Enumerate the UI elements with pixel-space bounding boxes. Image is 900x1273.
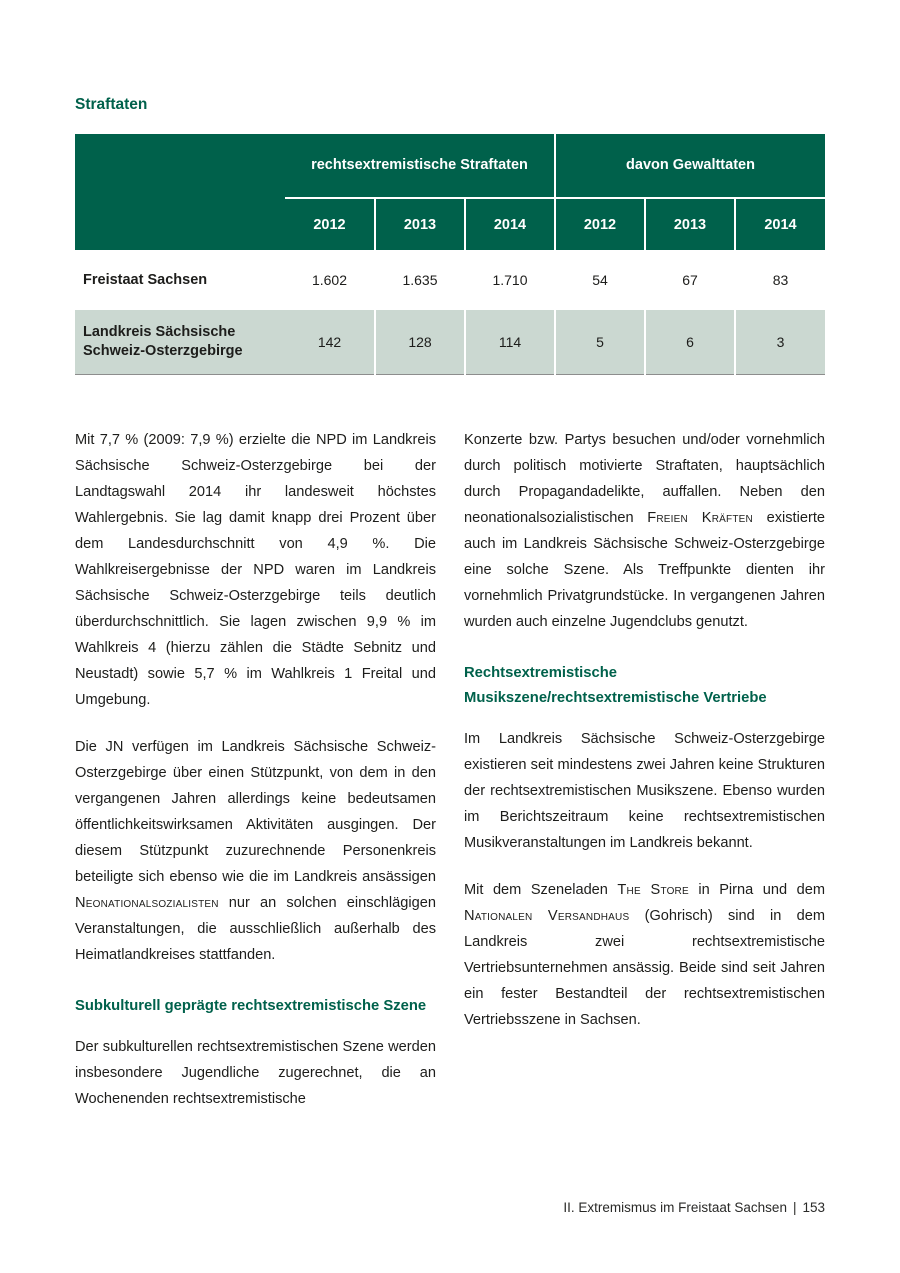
text-segment: Mit dem Szeneladen [464,881,618,898]
table-cell: 142 [285,310,375,374]
text-segment: Die JN verfügen im Landkreis Sächsische Schweiz-Osterzgebirge über einen Stützpunkt, von dem in den vergangenen Jahren allerdings keine bedeutsamen öffentlichkeitswirksamen Aktivitäten ausgingen. Der diesem Stützpunkt zuzurechnende Personenkreis beteiligte sich ebenso wie die im Landkreis ansässigen [75,738,436,885]
text-segment: Im Landkreis Sächsische Schweiz-Osterzgebirge existieren seit mindestens zwei Jahren keine Strukturen der rechtsextremistischen Musikszene. Ebenso wurden im Berichtszeitraum keine rechtsextremistischen Musikveranstaltungen im Landkreis bekannt. [464,730,825,851]
text-segment: Mit 7,7 % (2009: 7,9 %) erzielte die NPD im Landkreis Sächsische Schweiz-Osterzgebirge bei der Landtagswahl 2014 ihr landesweit höchstes Wahlergebnis. Sie lag damit knapp drei Prozent über dem Landesdurchschnitt von 4,9 %. Die Wahlkreisergebnisse der NPD waren im Landkreis Sächsische Schweiz-Osterzgebirge teils deutlich überdurchschnittlich. Sie lagen zwischen 9,9 % im Wahlkreis 4 (hierzu zählen die Städte Sebnitz und Neustadt) sowie 5,7 % im Wahlkreis 1 Freital und Umgebung. [75,431,436,708]
body-column-left [75,427,436,1133]
body-column-right [464,427,825,1133]
footer-separator: | [792,1200,797,1215]
page-footer [563,1200,825,1215]
body-paragraph [75,427,436,713]
table-row-landkreis [75,310,825,374]
table-cell: 6 [645,310,735,374]
body-subheading [464,661,825,711]
table-year-header: 2014 [465,198,555,250]
table-group-header-row [75,134,825,198]
text-segment: Rechtsextremistische Musikszene/rechtsextremistische Vertriebe [464,664,767,706]
section-heading: Straftaten [75,96,148,113]
text-segment: Konzerte bzw. Partys besuchen und/oder vornehmlich durch politisch motivierte Straftaten, hauptsächlich durch Propagandadelikte, auffallen. Neben den neonationalsozialistischen [464,431,825,526]
table-cell: 3 [735,310,825,374]
body-paragraph [464,427,825,635]
small-caps-term: The Store [617,881,689,898]
small-caps-term: Freien Kräften [647,509,753,526]
table-cell: 54 [555,250,645,310]
table-cell: 83 [735,250,825,310]
body-paragraph [464,726,825,856]
text-segment: existierte auch im Landkreis Sächsische Schweiz-Osterzgebirge eine solche Szene. Als Treffpunkte dienten ihr vornehmlich Privatgrundstücke. In vergangenen Jahren wurden auch einzelne Jugendclubs genutzt. [464,509,825,630]
table-year-header: 2014 [735,198,825,250]
text-segment: (Gohrisch) sind in dem Landkreis zwei rechtsextremistische Vertriebsunternehmen ansässig. Beide sind seit Jahren ein fester Bestandteil der rechtsextremistischen Vertriebsszene in Sachsen. [464,907,825,1028]
text-segment: in Pirna und dem [688,881,825,898]
table-corner-cell [75,134,285,250]
table-row-label: Freistaat Sachsen [83,271,208,288]
table-cell: 1.710 [465,250,555,310]
body-paragraph [464,877,825,1033]
small-caps-term: Nationalen Versandhaus [464,907,630,924]
table-cell: 1.602 [311,272,348,288]
body-paragraph [75,734,436,968]
table-row-freistaat-sachsen [75,250,825,310]
table-cell: 128 [375,310,465,374]
table-group-header-straftaten: rechtsextremistische Straftaten [285,134,555,198]
table-year-header: 2013 [375,198,465,250]
body-columns [75,427,825,1133]
table-cell: 1.635 [375,250,465,310]
table-cell: 5 [555,310,645,374]
table-year-header: 2012 [555,198,645,250]
small-caps-term: Neonationalsozialisten [75,894,219,911]
table-cell: 114 [465,310,555,374]
crime-statistics-table [75,134,825,375]
body-paragraph [75,1034,436,1112]
text-segment: Der subkulturellen rechtsextremistischen Szene werden insbesondere Jugendliche zugerechnet, die an Wochenenden rechtsextremistische [75,1038,436,1107]
table-group-header-gewalttaten: davon Gewalttaten [555,134,825,198]
footer-page-number: 153 [802,1200,825,1215]
text-segment: nur an solchen einschlägigen Veranstaltungen, die ausschließlich außerhalb des Heimatlandkreises stattfanden. [75,894,436,963]
text-segment: Subkulturell geprägte rechtsextremistische Szene [75,997,427,1014]
body-subheading [75,994,436,1019]
table-cell: 67 [645,250,735,310]
footer-chapter-text: II. Extremismus im Freistaat Sachsen [563,1200,787,1215]
table-year-header: 2012 [285,198,375,250]
table-year-header: 2013 [645,198,735,250]
table-row-label: Landkreis Sächsische Schweiz-Osterzgebirge [75,310,285,374]
